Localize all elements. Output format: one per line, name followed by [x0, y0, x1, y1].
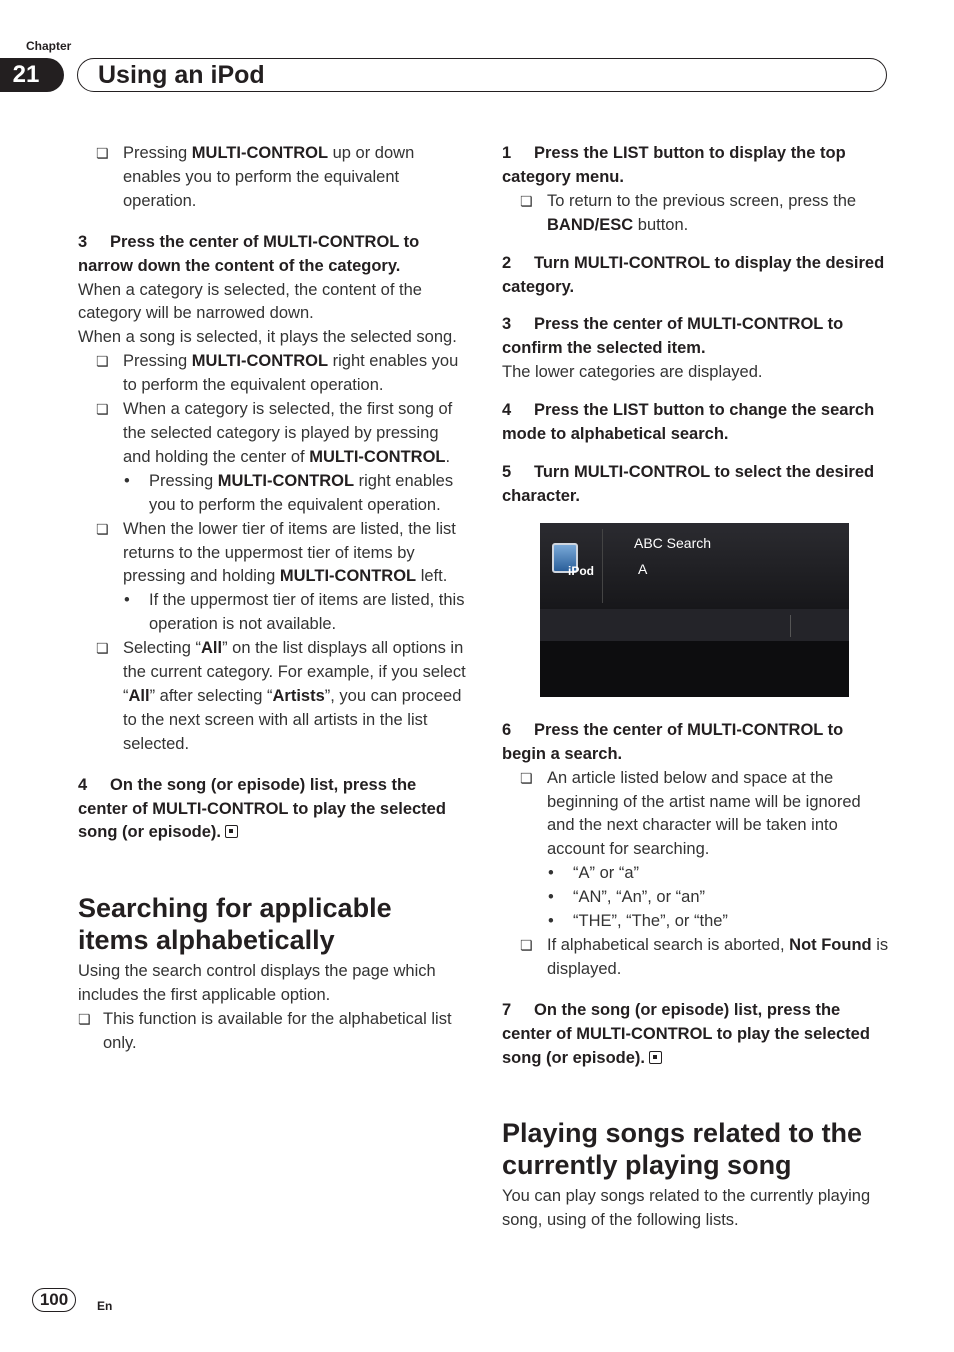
chapter-number-tab: 21: [0, 58, 64, 92]
right-column: [502, 142, 890, 1233]
step-4-heading: 4 On the song (or episode) list, press the center of MULTI-CONTROL to play the selected song (or episode).: [78, 775, 446, 842]
end-mark-icon: [649, 1051, 662, 1064]
end-mark-icon: [225, 825, 238, 838]
section-related-body: You can play songs related to the currently playing song, using of the following lists.: [502, 1187, 871, 1230]
step-4-heading: 4 Press the LIST button to change the search mode to alphabetical search.: [502, 401, 875, 444]
section-search-body: Using the search control displays the page which includes the first applicable option.: [78, 962, 436, 1005]
bullet-article-a: • “A” or “a”: [502, 862, 890, 886]
page-number: 100: [32, 1288, 76, 1312]
note-return-previous: ❏ To return to the previous screen, press the BAND/ESC button.: [502, 190, 890, 238]
abc-search-screenshot: [540, 523, 849, 697]
step-3-body-category: When a category is selected, the content of the category will be narrowed down.: [78, 280, 422, 323]
bullet-multicontrol-right: • Pressing MULTI-CONTROL right enables you to perform the equivalent operation.: [78, 470, 466, 518]
chapter-title: Using an iPod: [98, 61, 265, 89]
selected-character: A: [638, 560, 648, 577]
note-select-all: ❏ Selecting “All” on the list displays all options in the current category. For example, if you select “All” after selecting “Artists”, you can proceed to the next screen with all artists in the list selected.: [78, 637, 466, 757]
note-category-first-song: ❏ When a category is selected, the first song of the selected category is played by pressing and holding the center of MULTI-CONTROL.: [78, 398, 466, 470]
ipod-icon-label: iPod: [568, 563, 594, 578]
chapter-title-bar: [77, 58, 887, 92]
step-6-heading: 6 Press the center of MULTI-CONTROL to begin a search.: [502, 720, 844, 763]
chapter-label: Chapter: [26, 39, 72, 53]
note-multicontrol-updown: ❏ Pressing MULTI-CONTROL up or down enables you to perform the equivalent operation.: [78, 142, 466, 214]
step-3-body: The lower categories are displayed.: [502, 363, 763, 382]
section-title-related: Playing songs related to the currently playing song: [502, 1118, 863, 1181]
note-alphabetical-only: ❏ This function is available for the alphabetical list only.: [78, 1008, 466, 1056]
step-7-heading: 7 On the song (or episode) list, press the center of MULTI-CONTROL to play the selected song (or episode).: [502, 1000, 870, 1067]
note-article-ignored: ❏ An article listed below and space at the beginning of the artist name will be ignored and the next character will be taken into account for searching.: [502, 767, 890, 863]
screen-title: ABC Search: [634, 534, 712, 551]
step-3-heading: 3 Press the center of MULTI-CONTROL to confirm the selected item.: [502, 315, 844, 358]
note-lower-tier: ❏ When the lower tier of items are listed, the list returns to the uppermost tier of items by pressing and holding MULTI-CONTROL left.: [78, 518, 466, 590]
bullet-article-an: • “AN”, “An”, or “an”: [502, 886, 890, 910]
step-2-heading: 2 Turn MULTI-CONTROL to display the desired category.: [502, 253, 885, 296]
note-multicontrol-right: ❏ Pressing MULTI-CONTROL right enables you to perform the equivalent operation.: [78, 350, 466, 398]
left-column: [78, 142, 466, 1056]
step-3-body-song: When a song is selected, it plays the selected song.: [78, 328, 457, 347]
section-title-search: Searching for applicable items alphabetically: [78, 893, 392, 956]
page-language: En: [97, 1299, 113, 1313]
note-search-aborted: ❏ If alphabetical search is aborted, Not Found is displayed.: [502, 934, 890, 982]
screen-list-row: [540, 609, 849, 641]
step-3-heading: 3 Press the center of MULTI-CONTROL to narrow down the content of the category.: [78, 232, 420, 275]
step-1-heading: 1 Press the LIST button to display the top category menu.: [502, 144, 846, 186]
bullet-article-the: • “THE”, “The”, or “the”: [502, 910, 890, 934]
bullet-uppermost-tier: • If the uppermost tier of items are listed, this operation is not available.: [78, 589, 466, 637]
step-5-heading: 5 Turn MULTI-CONTROL to select the desired character.: [502, 462, 875, 505]
